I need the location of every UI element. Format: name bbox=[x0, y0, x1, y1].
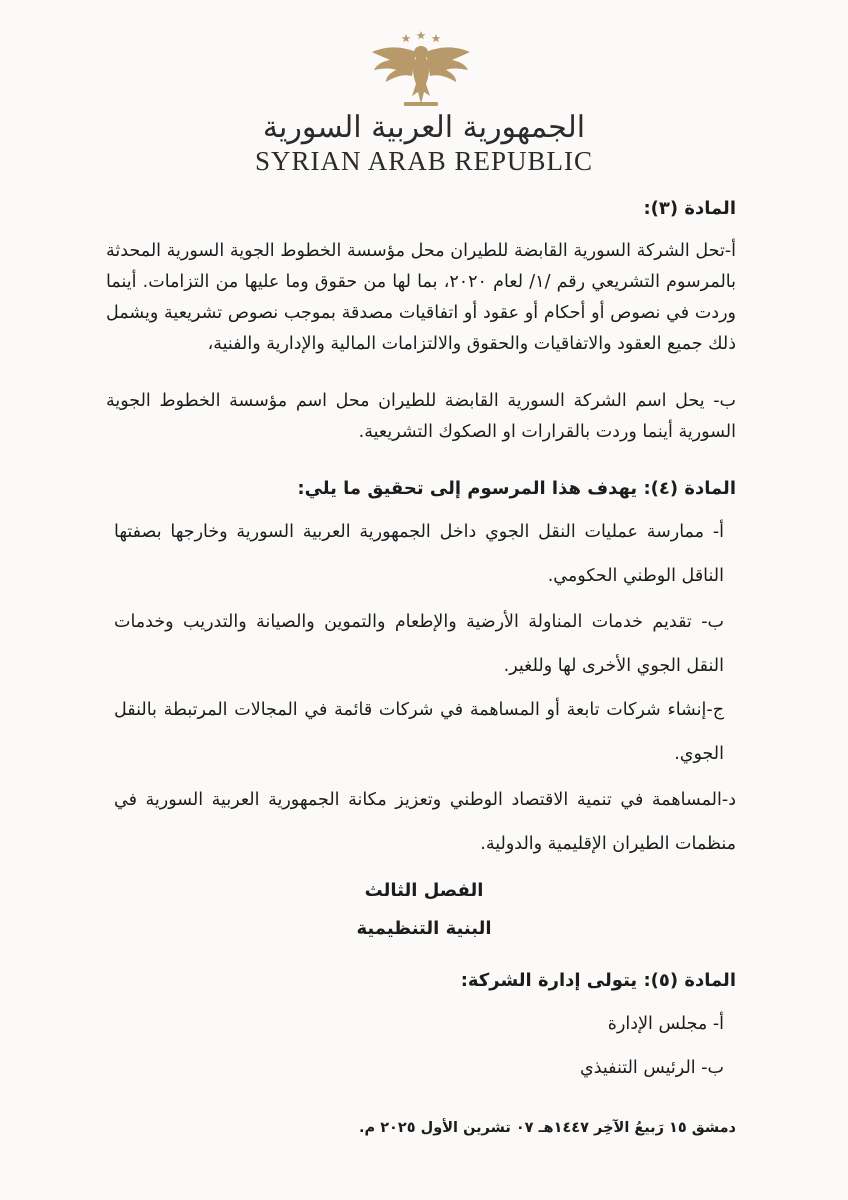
article-3-heading: المادة (٣): bbox=[643, 198, 736, 219]
issue-date: دمشق ١٥ رَبيعُ الآخِر ١٤٤٧هـ ٠٧ تشرين الأول ٢٠٢٥ م. bbox=[359, 1120, 736, 1136]
article-5-item-b: ب- الرئيس التنفيذي bbox=[580, 1058, 724, 1078]
article-4-item-c: ج-إنشاء شركات تابعة أو المساهمة في شركات قائمة في المجالات المرتبطة بالنقل الجوي. bbox=[114, 700, 724, 764]
republic-title-english: SYRIAN ARAB REPUBLIC bbox=[254, 146, 594, 176]
article-3-paragraph-b: ب- يحل اسم الشركة السورية القابضة للطيران محل اسم مؤسسة الخطوط الجوية السورية أينما وردت بالقرارات او الصكوك التشريعية. bbox=[106, 391, 736, 442]
article-4-item-b: ب- تقديم خدمات المناولة الأرضية والإطعام والتموين والصيانة والتدريب وخدمات النقل الجوي الأخرى لها وللغير. bbox=[114, 612, 724, 676]
chapter-subtitle: البنية التنظيمية bbox=[356, 918, 492, 939]
republic-title-arabic: الجمهورية العربية السورية bbox=[262, 110, 586, 145]
article-4-item-a: أ- ممارسة عمليات النقل الجوي داخل الجمهورية العربية السورية وخارجها بصفتها الناقل الوطني الحكومي. bbox=[114, 522, 724, 586]
chapter-title: الفصل الثالث bbox=[364, 880, 484, 901]
article-5-item-a: أ- مجلس الإدارة bbox=[607, 1014, 724, 1034]
article-5-heading: المادة (٥): يتولى إدارة الشركة: bbox=[460, 970, 736, 991]
article-3-paragraph-a: أ-تحل الشركة السورية القابضة للطيران محل مؤسسة الخطوط الجوية السورية المحدثة بالمرسوم التشريعي رقم /١/ لعام ٢٠٢٠، بما لها من حقوق وما عليها من التزامات. أينما وردت في نصوص أو أحكام أو عقود أو اتفاقيات مصدقة بموجب نصوص تشريعية ويشمل ذلك جميع العقود والاتفاقيات والحقوق والالتزامات المالية والإدارية والفنية، bbox=[106, 241, 736, 354]
eagle-emblem-icon bbox=[366, 30, 476, 110]
article-4-heading: المادة (٤): يهدف هذا المرسوم إلى تحقيق ما يلي: bbox=[297, 478, 736, 499]
article-4-item-d: د-المساهمة في تنمية الاقتصاد الوطني وتعزيز مكانة الجمهورية العربية السورية في منظمات الطيران الإقليمية والدولية. bbox=[114, 790, 736, 854]
